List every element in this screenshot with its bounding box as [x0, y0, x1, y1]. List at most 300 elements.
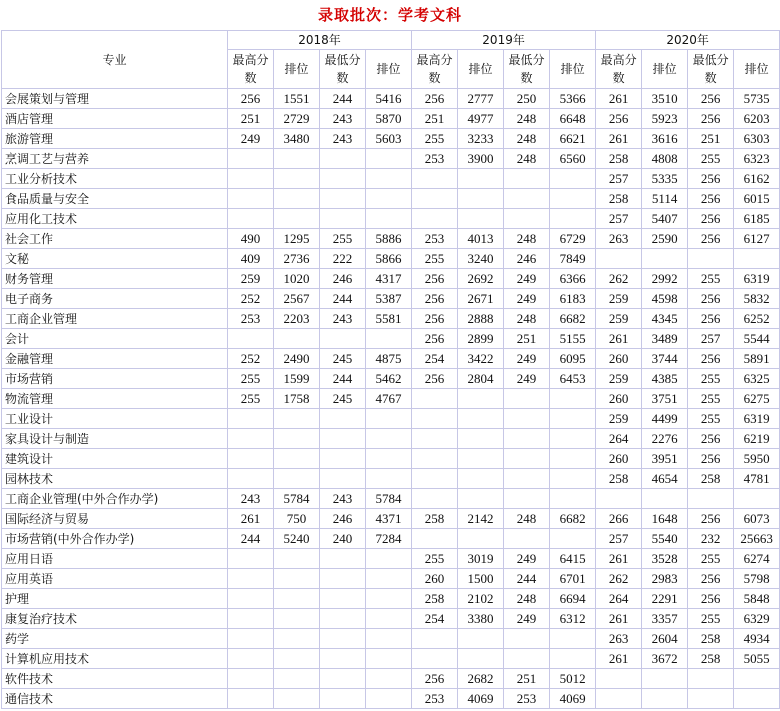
score-cell: 252 — [228, 289, 274, 309]
score-cell: 256 — [412, 89, 458, 109]
rank-cell: 2142 — [458, 509, 504, 529]
rank-cell — [458, 449, 504, 469]
rank-cell — [366, 649, 412, 669]
rank-cell: 5540 — [642, 529, 688, 549]
rank-cell — [366, 169, 412, 189]
score-cell — [596, 669, 642, 689]
rank-cell — [366, 329, 412, 349]
rank-cell — [458, 649, 504, 669]
score-cell: 257 — [596, 209, 642, 229]
score-cell: 252 — [228, 349, 274, 369]
rank-cell: 6694 — [550, 589, 596, 609]
table-row — [2, 369, 780, 389]
score-cell: 255 — [412, 129, 458, 149]
score-cell: 257 — [596, 169, 642, 189]
score-cell: 253 — [412, 229, 458, 249]
score-cell — [412, 469, 458, 489]
rank-cell: 5886 — [366, 229, 412, 249]
score-cell: 222 — [320, 249, 366, 269]
score-cell: 258 — [596, 469, 642, 489]
rank-cell: 6185 — [734, 209, 780, 229]
rank-cell: 4767 — [366, 389, 412, 409]
score-cell — [320, 169, 366, 189]
rank-cell — [458, 189, 504, 209]
rank-cell: 5848 — [734, 589, 780, 609]
rank-cell: 6366 — [550, 269, 596, 289]
rank-cell: 5891 — [734, 349, 780, 369]
major-name: 护理 — [2, 589, 228, 609]
major-name: 会展策划与管理 — [2, 89, 228, 109]
score-cell: 256 — [412, 269, 458, 289]
min-score-header: 最低分数 — [688, 50, 734, 89]
table-row — [2, 209, 780, 229]
score-cell: 256 — [688, 309, 734, 329]
score-cell — [228, 549, 274, 569]
score-cell: 263 — [596, 629, 642, 649]
max-score-header: 最高分数 — [412, 50, 458, 89]
rank-cell: 6252 — [734, 309, 780, 329]
rank-cell: 3744 — [642, 349, 688, 369]
score-cell: 255 — [688, 409, 734, 429]
score-cell: 249 — [228, 129, 274, 149]
rank-cell: 6560 — [550, 149, 596, 169]
score-cell — [412, 209, 458, 229]
score-cell: 244 — [320, 369, 366, 389]
score-cell: 490 — [228, 229, 274, 249]
score-cell — [228, 209, 274, 229]
score-cell: 260 — [596, 349, 642, 369]
table-row — [2, 189, 780, 209]
major-name: 应用英语 — [2, 569, 228, 589]
rank-cell — [734, 489, 780, 509]
score-cell — [320, 449, 366, 469]
major-name: 家具设计与制造 — [2, 429, 228, 449]
rank-cell — [274, 329, 320, 349]
score-cell: 253 — [412, 689, 458, 709]
score-cell: 262 — [596, 569, 642, 589]
rank-cell: 6127 — [734, 229, 780, 249]
score-cell — [504, 529, 550, 549]
rank-cell: 6073 — [734, 509, 780, 529]
rank-cell — [550, 389, 596, 409]
score-cell — [596, 489, 642, 509]
score-cell: 259 — [596, 309, 642, 329]
rank-cell: 6312 — [550, 609, 596, 629]
rank-cell: 3480 — [274, 129, 320, 149]
score-cell — [504, 469, 550, 489]
score-cell — [412, 409, 458, 429]
rank-cell — [550, 629, 596, 649]
major-header: 专业 — [2, 31, 228, 89]
rank-cell: 5923 — [642, 109, 688, 129]
rank-cell — [550, 649, 596, 669]
rank-cell — [366, 589, 412, 609]
rank-cell: 2604 — [642, 629, 688, 649]
score-cell — [320, 189, 366, 209]
rank-cell — [274, 609, 320, 629]
score-cell: 256 — [688, 89, 734, 109]
score-cell: 256 — [688, 449, 734, 469]
rank-cell — [458, 429, 504, 449]
rank-cell: 6162 — [734, 169, 780, 189]
table-row — [2, 529, 780, 549]
rank-cell — [642, 689, 688, 709]
rank-cell: 2590 — [642, 229, 688, 249]
score-cell: 253 — [504, 689, 550, 709]
score-cell — [412, 429, 458, 449]
score-cell: 260 — [596, 449, 642, 469]
rank-cell: 4345 — [642, 309, 688, 329]
rank-cell: 3510 — [642, 89, 688, 109]
rank-cell — [642, 489, 688, 509]
rank-cell — [642, 669, 688, 689]
table-row — [2, 149, 780, 169]
page-title: 录取批次：学考文科 — [317, 6, 462, 24]
score-cell: 249 — [504, 549, 550, 569]
rank-cell — [274, 189, 320, 209]
score-cell — [688, 489, 734, 509]
table-row — [2, 89, 780, 109]
score-cell — [320, 649, 366, 669]
table-row — [2, 609, 780, 629]
score-cell — [320, 149, 366, 169]
rank-cell: 7849 — [550, 249, 596, 269]
rank-cell: 2276 — [642, 429, 688, 449]
score-cell: 248 — [504, 509, 550, 529]
score-cell: 256 — [412, 309, 458, 329]
rank-cell: 3357 — [642, 609, 688, 629]
rank-cell: 2490 — [274, 349, 320, 369]
score-cell: 409 — [228, 249, 274, 269]
rank-cell: 5335 — [642, 169, 688, 189]
score-cell: 245 — [320, 349, 366, 369]
major-name: 电子商务 — [2, 289, 228, 309]
rank-cell — [458, 489, 504, 509]
table-row — [2, 589, 780, 609]
rank-cell: 5387 — [366, 289, 412, 309]
score-cell: 249 — [504, 269, 550, 289]
rank-cell: 2992 — [642, 269, 688, 289]
score-cell — [504, 189, 550, 209]
score-cell — [688, 689, 734, 709]
score-cell: 254 — [412, 349, 458, 369]
rank-cell — [550, 429, 596, 449]
score-cell — [320, 669, 366, 689]
rank-cell: 5603 — [366, 129, 412, 149]
score-cell — [320, 209, 366, 229]
score-cell: 244 — [504, 569, 550, 589]
rank-cell: 2102 — [458, 589, 504, 609]
rank-cell: 2203 — [274, 309, 320, 329]
score-cell — [228, 329, 274, 349]
rank-cell: 6274 — [734, 549, 780, 569]
rank-cell — [366, 689, 412, 709]
score-cell: 260 — [412, 569, 458, 589]
score-cell: 255 — [228, 369, 274, 389]
rank-cell: 4934 — [734, 629, 780, 649]
major-name: 财务管理 — [2, 269, 228, 289]
table-row — [2, 689, 780, 709]
rank-cell: 6015 — [734, 189, 780, 209]
score-cell — [688, 669, 734, 689]
score-cell: 256 — [688, 289, 734, 309]
score-cell — [320, 549, 366, 569]
score-cell: 256 — [596, 109, 642, 129]
rank-cell — [274, 169, 320, 189]
score-cell: 232 — [688, 529, 734, 549]
score-cell: 246 — [320, 509, 366, 529]
max-score-header: 最高分数 — [596, 50, 642, 89]
score-cell: 253 — [228, 309, 274, 329]
rank-cell — [550, 529, 596, 549]
major-name: 烹调工艺与营养 — [2, 149, 228, 169]
score-cell — [596, 689, 642, 709]
score-cell — [228, 629, 274, 649]
score-cell: 250 — [504, 89, 550, 109]
score-cell — [228, 609, 274, 629]
score-cell: 258 — [688, 469, 734, 489]
year-header: 2019年 — [412, 31, 596, 50]
rank-cell — [458, 409, 504, 429]
table-row — [2, 249, 780, 269]
rank-cell: 5784 — [274, 489, 320, 509]
score-cell: 256 — [688, 349, 734, 369]
score-cell — [228, 589, 274, 609]
score-cell: 262 — [596, 269, 642, 289]
rank-cell: 6183 — [550, 289, 596, 309]
score-cell — [228, 149, 274, 169]
score-cell: 243 — [320, 489, 366, 509]
score-cell: 258 — [412, 509, 458, 529]
score-cell — [504, 649, 550, 669]
score-cell — [412, 189, 458, 209]
rank-cell: 6203 — [734, 109, 780, 129]
rank-cell: 4069 — [458, 689, 504, 709]
score-cell: 255 — [412, 549, 458, 569]
rank-cell: 5240 — [274, 529, 320, 549]
rank-cell — [458, 529, 504, 549]
rank-cell — [366, 449, 412, 469]
score-cell: 244 — [320, 89, 366, 109]
score-cell — [412, 529, 458, 549]
rank-header: 排位 — [458, 50, 504, 89]
rank-cell — [458, 209, 504, 229]
table-row — [2, 489, 780, 509]
score-cell — [320, 429, 366, 449]
score-cell: 249 — [504, 349, 550, 369]
rank-cell: 5012 — [550, 669, 596, 689]
rank-cell: 6325 — [734, 369, 780, 389]
score-cell: 261 — [596, 549, 642, 569]
rank-cell: 3528 — [642, 549, 688, 569]
score-cell: 255 — [688, 149, 734, 169]
rank-cell: 2736 — [274, 249, 320, 269]
rank-cell: 4808 — [642, 149, 688, 169]
rank-cell: 5462 — [366, 369, 412, 389]
rank-cell: 2682 — [458, 669, 504, 689]
table-row — [2, 429, 780, 449]
rank-header: 排位 — [274, 50, 320, 89]
rank-cell — [366, 149, 412, 169]
rank-cell: 6621 — [550, 129, 596, 149]
major-name: 工商企业管理 — [2, 309, 228, 329]
score-cell: 251 — [228, 109, 274, 129]
score-cell — [504, 209, 550, 229]
table-row — [2, 269, 780, 289]
major-name: 软件技术 — [2, 669, 228, 689]
table-row — [2, 669, 780, 689]
rank-cell: 4069 — [550, 689, 596, 709]
score-cell: 251 — [412, 109, 458, 129]
rank-cell — [366, 629, 412, 649]
score-cell: 256 — [228, 89, 274, 109]
rank-cell — [458, 389, 504, 409]
rank-cell: 5866 — [366, 249, 412, 269]
score-cell — [320, 329, 366, 349]
rank-cell: 4654 — [642, 469, 688, 489]
score-cell: 257 — [688, 329, 734, 349]
rank-cell: 5055 — [734, 649, 780, 669]
score-cell: 259 — [596, 289, 642, 309]
rank-cell: 6729 — [550, 229, 596, 249]
major-name: 计算机应用技术 — [2, 649, 228, 669]
score-cell: 254 — [412, 609, 458, 629]
rank-cell: 4598 — [642, 289, 688, 309]
rank-cell: 1500 — [458, 569, 504, 589]
rank-cell: 3422 — [458, 349, 504, 369]
score-cell — [320, 629, 366, 649]
table-row — [2, 629, 780, 649]
rank-cell: 3489 — [642, 329, 688, 349]
rank-cell: 7284 — [366, 529, 412, 549]
score-cell: 243 — [320, 109, 366, 129]
score-cell — [228, 169, 274, 189]
rank-cell — [274, 549, 320, 569]
rank-cell: 3951 — [642, 449, 688, 469]
score-cell: 256 — [688, 509, 734, 529]
score-cell — [504, 429, 550, 449]
table-row — [2, 549, 780, 569]
score-cell — [596, 249, 642, 269]
major-name: 会计 — [2, 329, 228, 349]
table-row — [2, 509, 780, 529]
table-row — [2, 129, 780, 149]
score-cell: 248 — [504, 589, 550, 609]
score-cell — [504, 489, 550, 509]
rank-cell: 5832 — [734, 289, 780, 309]
rank-cell: 2729 — [274, 109, 320, 129]
score-cell: 256 — [688, 229, 734, 249]
rank-cell — [366, 189, 412, 209]
score-cell — [412, 629, 458, 649]
score-cell: 249 — [504, 289, 550, 309]
major-name: 应用化工技术 — [2, 209, 228, 229]
rank-cell: 4013 — [458, 229, 504, 249]
score-cell: 246 — [504, 249, 550, 269]
rank-cell — [366, 409, 412, 429]
major-name: 工业分析技术 — [2, 169, 228, 189]
score-cell — [228, 429, 274, 449]
rank-cell: 750 — [274, 509, 320, 529]
table-row — [2, 109, 780, 129]
rank-cell: 2899 — [458, 329, 504, 349]
score-cell — [688, 249, 734, 269]
score-cell — [320, 589, 366, 609]
rank-cell — [274, 209, 320, 229]
rank-cell — [734, 689, 780, 709]
rank-cell: 2804 — [458, 369, 504, 389]
rank-cell: 5114 — [642, 189, 688, 209]
score-cell — [320, 409, 366, 429]
rank-header: 排位 — [550, 50, 596, 89]
score-cell: 248 — [504, 229, 550, 249]
table-row — [2, 349, 780, 369]
rank-cell: 2692 — [458, 269, 504, 289]
rank-cell — [274, 409, 320, 429]
score-cell — [228, 449, 274, 469]
major-name: 园林技术 — [2, 469, 228, 489]
major-name: 通信技术 — [2, 689, 228, 709]
rank-cell: 6303 — [734, 129, 780, 149]
major-name: 市场营销(中外合作办学) — [2, 529, 228, 549]
major-name: 国际经济与贸易 — [2, 509, 228, 529]
score-cell: 258 — [688, 649, 734, 669]
rank-cell — [274, 669, 320, 689]
rank-header: 排位 — [366, 50, 412, 89]
rank-cell: 1551 — [274, 89, 320, 109]
rank-cell: 4781 — [734, 469, 780, 489]
major-name: 工业设计 — [2, 409, 228, 429]
score-cell: 256 — [688, 109, 734, 129]
score-cell: 255 — [688, 369, 734, 389]
score-cell: 261 — [228, 509, 274, 529]
rank-cell — [734, 249, 780, 269]
score-cell: 259 — [228, 269, 274, 289]
rank-cell — [274, 449, 320, 469]
rank-cell: 3672 — [642, 649, 688, 669]
score-cell — [412, 169, 458, 189]
score-cell — [504, 449, 550, 469]
rank-cell: 5798 — [734, 569, 780, 589]
rank-cell: 6682 — [550, 309, 596, 329]
score-cell: 256 — [688, 189, 734, 209]
rank-cell: 2671 — [458, 289, 504, 309]
rank-cell: 6219 — [734, 429, 780, 449]
score-cell: 257 — [596, 529, 642, 549]
score-cell: 248 — [504, 109, 550, 129]
score-cell: 255 — [688, 609, 734, 629]
rank-cell — [274, 569, 320, 589]
score-cell — [412, 489, 458, 509]
year-header: 2018年 — [228, 31, 412, 50]
rank-cell: 4317 — [366, 269, 412, 289]
rank-cell: 5407 — [642, 209, 688, 229]
score-cell — [320, 569, 366, 589]
rank-cell — [366, 569, 412, 589]
score-cell: 256 — [688, 429, 734, 449]
score-cell: 261 — [596, 89, 642, 109]
score-cell: 256 — [688, 569, 734, 589]
score-cell: 253 — [412, 149, 458, 169]
score-cell — [228, 569, 274, 589]
major-name: 文秘 — [2, 249, 228, 269]
score-cell — [228, 469, 274, 489]
score-cell — [412, 389, 458, 409]
major-name: 建筑设计 — [2, 449, 228, 469]
table-row — [2, 449, 780, 469]
rank-cell: 4385 — [642, 369, 688, 389]
table-row — [2, 409, 780, 429]
